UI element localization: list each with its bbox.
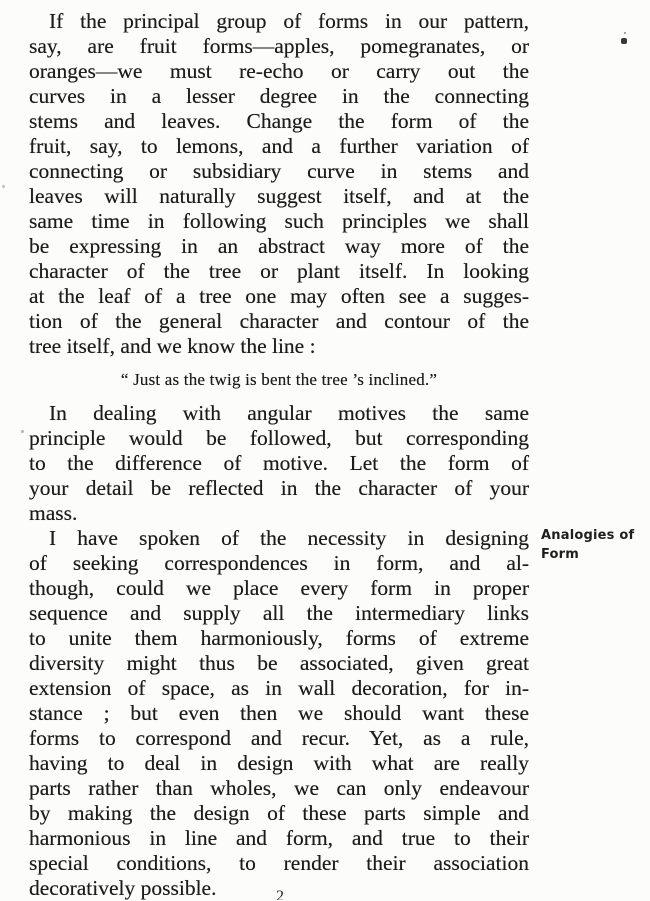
signature-mark: 2 (276, 889, 284, 900)
verse-quote: “ Just as the twig is bent the tree ’s inclined.” (120, 370, 438, 389)
text-line: tion of the general character and contour of the (29, 309, 529, 333)
text-line: sequence and supply all the intermediary links (29, 601, 529, 625)
margin-note: Analogies of Form (541, 528, 635, 562)
text-line: by making the design of these parts simple and (29, 801, 529, 825)
text-line: your detail be reflected in the character of your (29, 476, 529, 500)
paragraph-2 (29, 401, 529, 526)
scan-speck (21, 430, 24, 433)
text-line: special conditions, to render their association (29, 851, 529, 875)
text-line: principle would be followed, but corresponding (29, 426, 529, 450)
text-line: connecting or subsidiary curve in stems and (29, 159, 529, 183)
text-line: In dealing with angular motives the same (49, 401, 529, 425)
scan-speck (2, 185, 5, 188)
main-text-column (29, 0, 529, 901)
text-line: at the leaf of a tree one may often see a sugges- (29, 284, 529, 308)
text-line: character of the tree or plant itself. In looking (29, 259, 529, 283)
text-line: oranges—we must re-echo or carry out the (29, 59, 529, 83)
paragraph-1 (29, 9, 529, 359)
text-line: of seeking correspondences in form, and al- (29, 551, 529, 575)
text-line: forms to correspond and recur. Yet, as a rule, (29, 726, 529, 750)
text-line: I have spoken of the necessity in designing (49, 526, 529, 550)
text-line: be expressing in an abstract way more of the (29, 234, 529, 258)
text-line: fruit, say, to lemons, and a further variation of (29, 134, 529, 158)
text-line: tree itself, and we know the line : (29, 334, 316, 358)
text-line: to unite them harmoniously, forms of extreme (29, 626, 529, 650)
text-line: leaves will naturally suggest itself, and at the (29, 184, 529, 208)
text-line: curves in a lesser degree in the connecting (29, 84, 529, 108)
scan-speck (624, 32, 626, 34)
text-line: decoratively possible. (29, 876, 217, 900)
text-line: mass. (29, 501, 78, 525)
scan-speck (621, 38, 627, 44)
text-line: If the principal group of forms in our pattern, (49, 9, 529, 33)
text-line: diversity might thus be associated, given great (29, 651, 529, 675)
paragraph-3 (29, 526, 529, 901)
text-line: parts rather than wholes, we can only endeavour (29, 776, 529, 800)
text-line: stems and leaves. Change the form of the (29, 109, 529, 133)
text-line: having to deal in design with what are really (29, 751, 529, 775)
text-line: extension of space, as in wall decoration, for in- (29, 676, 529, 700)
text-line: say, are fruit forms—apples, pomegranates, or (29, 34, 529, 58)
text-line: harmonious in line and form, and true to their (29, 826, 529, 850)
text-line: same time in following such principles we shall (29, 209, 529, 233)
text-line: to the difference of motive. Let the form of (29, 451, 529, 475)
text-line: stance ; but even then we should want these (29, 701, 529, 725)
text-line: though, could we place every form in proper (29, 576, 529, 600)
